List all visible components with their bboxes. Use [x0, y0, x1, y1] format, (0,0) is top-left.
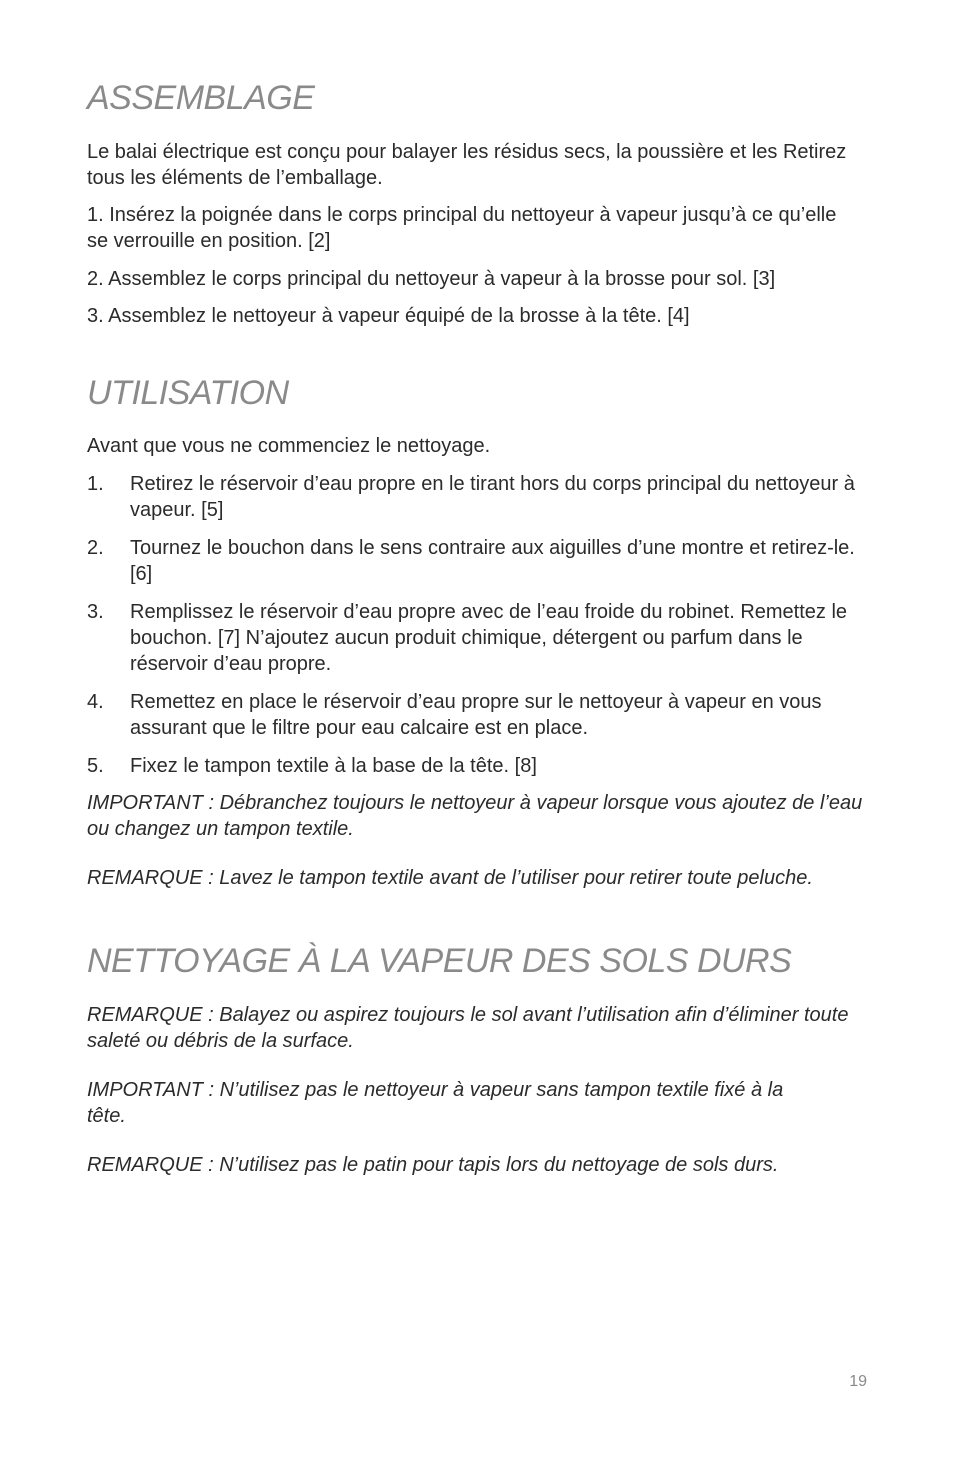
utilisation-important-note: IMPORTANT : Débranchez toujours le nettoyeur à vapeur lorsque vous ajoutez de l’eau ou changez un tampon textile.	[87, 792, 863, 840]
nettoyage-remarque-2: REMARQUE : N’utilisez pas le patin pour tapis lors du nettoyage de sols durs.	[87, 1154, 779, 1176]
utilisation-steps-list	[87, 471, 882, 791]
heading-utilisation: UTILISATION	[87, 374, 289, 412]
list-item-number: 2.	[87, 537, 104, 559]
list-item	[87, 471, 882, 523]
assemblage-intro: Le balai électrique est conçu pour balayer les résidus secs, la poussière et les Retirez tous les éléments de l’emballage.	[87, 141, 847, 189]
list-item-number: 5.	[87, 755, 104, 777]
utilisation-intro: Avant que vous ne commenciez le nettoyage.	[87, 435, 491, 457]
list-item	[87, 599, 882, 677]
list-item-text: Remettez en place le réservoir d’eau propre sur le nettoyeur à vapeur en vous assurant que le filtre pour eau calcaire est en place.	[130, 691, 822, 739]
list-item	[87, 535, 882, 587]
nettoyage-important-note: IMPORTANT : N’utilisez pas le nettoyeur à vapeur sans tampon textile fixé à la tête.	[87, 1079, 784, 1127]
list-item	[87, 753, 882, 779]
document-page	[87, 0, 887, 1475]
list-item	[87, 689, 882, 741]
heading-assemblage: ASSEMBLAGE	[87, 79, 315, 117]
list-item-text: Fixez le tampon textile à la base de la tête. [8]	[130, 755, 537, 777]
assemblage-step-3: 3. Assemblez le nettoyeur à vapeur équipé de la brosse à la tête. [4]	[87, 305, 690, 327]
list-item-number: 4.	[87, 691, 104, 713]
list-item-text: Remplissez le réservoir d’eau propre avec de l’eau froide du robinet. Remettez le bouchon. [7] N’ajoutez aucun produit chimique, détergent ou parfum dans le réservoir d’eau propre.	[130, 601, 848, 675]
assemblage-step-2: 2. Assemblez le corps principal du nettoyeur à vapeur à la brosse pour sol. [3]	[87, 268, 776, 290]
assemblage-step-1: 1. Insérez la poignée dans le corps principal du nettoyeur à vapeur jusqu’à ce qu’elle se verrouille en position. [2]	[87, 204, 837, 252]
nettoyage-remarque-1: REMARQUE : Balayez ou aspirez toujours le sol avant l’utilisation afin d’éliminer toute saleté ou débris de la surface.	[87, 1004, 849, 1052]
page-number: 19	[849, 1373, 867, 1390]
list-item-text: Tournez le bouchon dans le sens contraire aux aiguilles d’une montre et retirez-le. [6]	[130, 537, 855, 585]
utilisation-remarque-note: REMARQUE : Lavez le tampon textile avant de l’utiliser pour retirer toute peluche.	[87, 867, 813, 889]
list-item-text: Retirez le réservoir d’eau propre en le tirant hors du corps principal du nettoyeur à vapeur. [5]	[130, 473, 855, 521]
heading-nettoyage: NETTOYAGE À LA VAPEUR DES SOLS DURS	[87, 942, 792, 980]
list-item-number: 3.	[87, 601, 104, 623]
list-item-number: 1.	[87, 473, 104, 495]
